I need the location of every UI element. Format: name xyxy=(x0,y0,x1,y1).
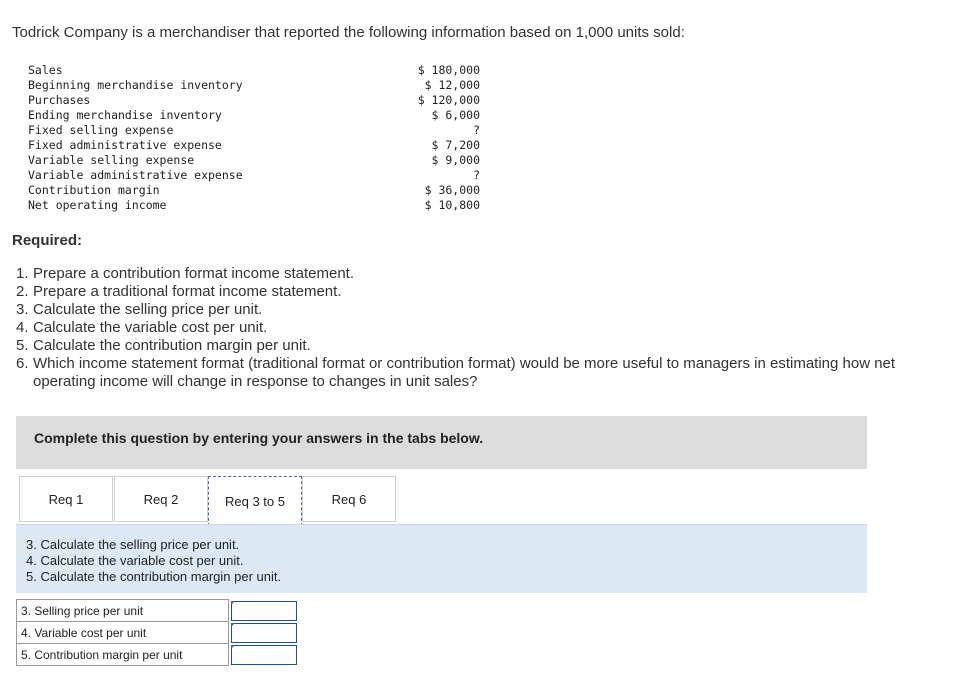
input-marker-icon xyxy=(231,623,235,627)
row-label: Net operating income xyxy=(28,198,167,212)
table-row xyxy=(28,138,480,153)
tab-req-6[interactable]: Req 6 xyxy=(302,476,396,522)
instructions-banner xyxy=(16,416,867,469)
row-label: Beginning merchandise inventory xyxy=(28,78,243,92)
table-row xyxy=(28,63,480,78)
row-label: Fixed selling expense xyxy=(28,123,174,137)
table-row xyxy=(17,600,302,622)
item-number: 5. xyxy=(16,337,29,354)
item-number: 1. xyxy=(16,265,29,282)
tab-req-3-to-5[interactable]: Req 3 to 5 xyxy=(208,476,302,526)
row-value: $ 120,000 xyxy=(417,93,480,107)
info-table xyxy=(28,63,480,213)
item-text: Calculate the contribution margin per unit. xyxy=(33,337,311,354)
table-row xyxy=(17,644,302,666)
selling-price-input[interactable] xyxy=(231,601,297,621)
requirements-list xyxy=(16,265,951,391)
list-item xyxy=(16,337,951,355)
item-text: Prepare a contribution format income statement. xyxy=(33,265,354,282)
row-label: Variable selling expense xyxy=(28,153,195,167)
row-label: Contribution margin xyxy=(28,183,160,197)
row-label: Sales xyxy=(28,63,63,77)
list-item xyxy=(16,319,951,337)
table-row xyxy=(28,93,480,108)
table-row xyxy=(28,198,480,213)
panel-text xyxy=(26,537,281,585)
item-number: 4. xyxy=(16,319,29,336)
input-marker-icon xyxy=(231,645,235,649)
item-text: Calculate the variable cost per unit. xyxy=(33,319,268,336)
item-number: 3. xyxy=(16,301,29,318)
banner-text: Complete this question by entering your answers in the tabs below. xyxy=(34,430,484,446)
list-item xyxy=(16,355,951,391)
list-item xyxy=(16,283,951,301)
answer-table xyxy=(16,599,302,666)
table-row xyxy=(28,108,480,123)
answer-label: 4. Variable cost per unit xyxy=(17,622,229,644)
answer-label: 5. Contribution margin per unit xyxy=(17,644,229,666)
answer-label: 3. Selling price per unit xyxy=(17,600,229,622)
item-text: Which income statement format (traditional format or contribution format) would be more useful to managers in estimating how net operating income will change in response to changes in unit sales? xyxy=(33,355,896,390)
row-value: ? xyxy=(473,123,480,137)
row-label: Ending merchandise inventory xyxy=(28,108,222,122)
row-value: $ 36,000 xyxy=(424,183,480,197)
row-value: ? xyxy=(473,168,480,182)
input-marker-icon xyxy=(231,601,235,605)
table-row xyxy=(28,153,480,168)
item-number: 6. xyxy=(16,355,29,372)
tab-panel-instructions xyxy=(16,524,867,593)
panel-line: 3. Calculate the selling price per unit. xyxy=(26,537,240,552)
table-row xyxy=(17,622,302,644)
row-label: Purchases xyxy=(28,93,91,107)
table-row xyxy=(28,123,480,138)
row-value: $ 9,000 xyxy=(431,153,480,167)
row-value: $ 12,000 xyxy=(424,78,480,92)
row-label: Fixed administrative expense xyxy=(28,138,222,152)
list-item xyxy=(16,265,951,283)
contribution-margin-input[interactable] xyxy=(231,645,297,665)
item-number: 2. xyxy=(16,283,29,300)
table-row xyxy=(28,168,480,183)
item-text: Calculate the selling price per unit. xyxy=(33,301,263,318)
table-row xyxy=(28,78,480,93)
item-text: Prepare a traditional format income statement. xyxy=(33,283,342,300)
row-label: Variable administrative expense xyxy=(28,168,243,182)
row-value: $ 7,200 xyxy=(431,138,480,152)
problem-intro: Todrick Company is a merchandiser that reported the following information based on 1,000 units sold: xyxy=(12,24,685,41)
list-item xyxy=(16,301,951,319)
tab-req-1[interactable]: Req 1 xyxy=(19,476,113,522)
panel-line: 4. Calculate the variable cost per unit. xyxy=(26,553,244,568)
tab-req-2[interactable]: Req 2 xyxy=(114,476,208,522)
row-value: $ 10,800 xyxy=(424,198,480,212)
table-row xyxy=(28,183,480,198)
required-heading: Required: xyxy=(12,232,83,249)
row-value: $ 6,000 xyxy=(431,108,480,122)
variable-cost-input[interactable] xyxy=(231,623,297,643)
row-value: $ 180,000 xyxy=(417,63,480,77)
panel-line: 5. Calculate the contribution margin per unit. xyxy=(26,569,282,584)
